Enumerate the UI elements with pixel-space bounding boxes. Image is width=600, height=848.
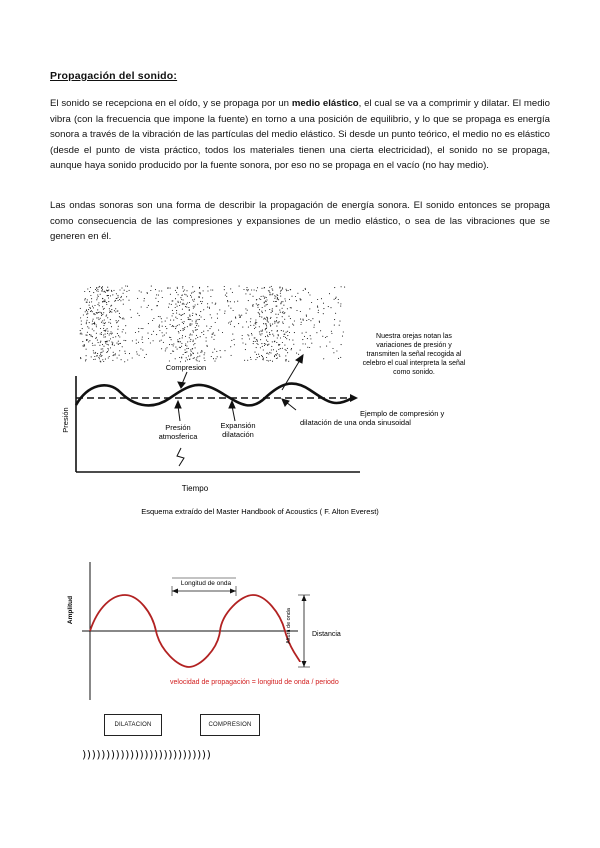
expansion-label: Expansión <box>220 421 256 430</box>
presion-label: atmosferica <box>158 432 198 441</box>
note-line: como sonido. <box>393 369 435 376</box>
compresion-label: Compresion <box>165 363 207 372</box>
page-title: Propagación del sonido: <box>50 70 178 82</box>
axis-break <box>177 448 184 466</box>
pressure-wave <box>76 384 352 406</box>
bold-term: medio elástico <box>291 98 359 109</box>
paragraph-text: El sonido se recepciona en el oído, y se propaga por un <box>50 98 292 109</box>
intro-paragraph <box>50 96 550 174</box>
wavelength-label: Longitud de onda <box>180 580 232 587</box>
ejemplo-label: dilatación de una onda sinusoidal <box>300 418 411 427</box>
distance-label: Distancia <box>312 631 341 638</box>
waves-paragraph: Las ondas sonoras son una forma de describir la propagación de energía sonora. El sonido entonces se propaga como consecuencia de las compresiones y expansiones de un medio elástico, o sea de las vibraciones que se generen en él. <box>50 200 550 242</box>
compresion-box: COMPRESION <box>200 714 260 736</box>
particle-field <box>80 285 346 362</box>
note-line: variaciones de presión y <box>376 342 452 349</box>
note-line: transmiten la señal recogida al <box>366 351 462 358</box>
y-axis-label: Presión <box>61 407 70 433</box>
paragraph-text: , el cual se va a comprimir y dilatar. El medio vibra (con la frecuencia que impone la fuente) en torno a una posición de equilibrio, y lo que se propaga es energía sonora a través de la vibración de las partículas del medio elástico. Si desde un punto teórico, el medio no es elástico (desde el punto de vista práctico, todos los materiales tienen una cierta electricidad), el sonido no se propaga, aunque haya sonido producido por la fuente sonora, por eso no se propaga en el vacío (no hay medio). <box>50 98 550 171</box>
height-label: Altura de onda <box>286 608 292 644</box>
wavefront-brackets: ))))))))))))))))))))))))))) <box>82 748 212 761</box>
presion-label: Presión <box>165 423 191 432</box>
x-axis-label: Tiempo <box>181 484 209 493</box>
expansion-label: dilatación <box>222 430 254 439</box>
dilatacion-box: DILATACION <box>104 714 162 736</box>
note-line: celebro el cual interpreta la señal <box>362 360 466 367</box>
note-line: Nuestra orejas notan las <box>376 333 452 340</box>
figure-caption: Esquema extraído del Master Handbook of Acoustics ( F. Alton Everest) <box>141 507 379 516</box>
velocity-formula: velocidad de propagación = longitud de onda / periodo <box>170 679 339 686</box>
amplitude-label: Amplitud <box>67 595 74 625</box>
ejemplo-label: Ejemplo de compresión y <box>360 409 445 418</box>
compression-diagram <box>60 280 540 520</box>
